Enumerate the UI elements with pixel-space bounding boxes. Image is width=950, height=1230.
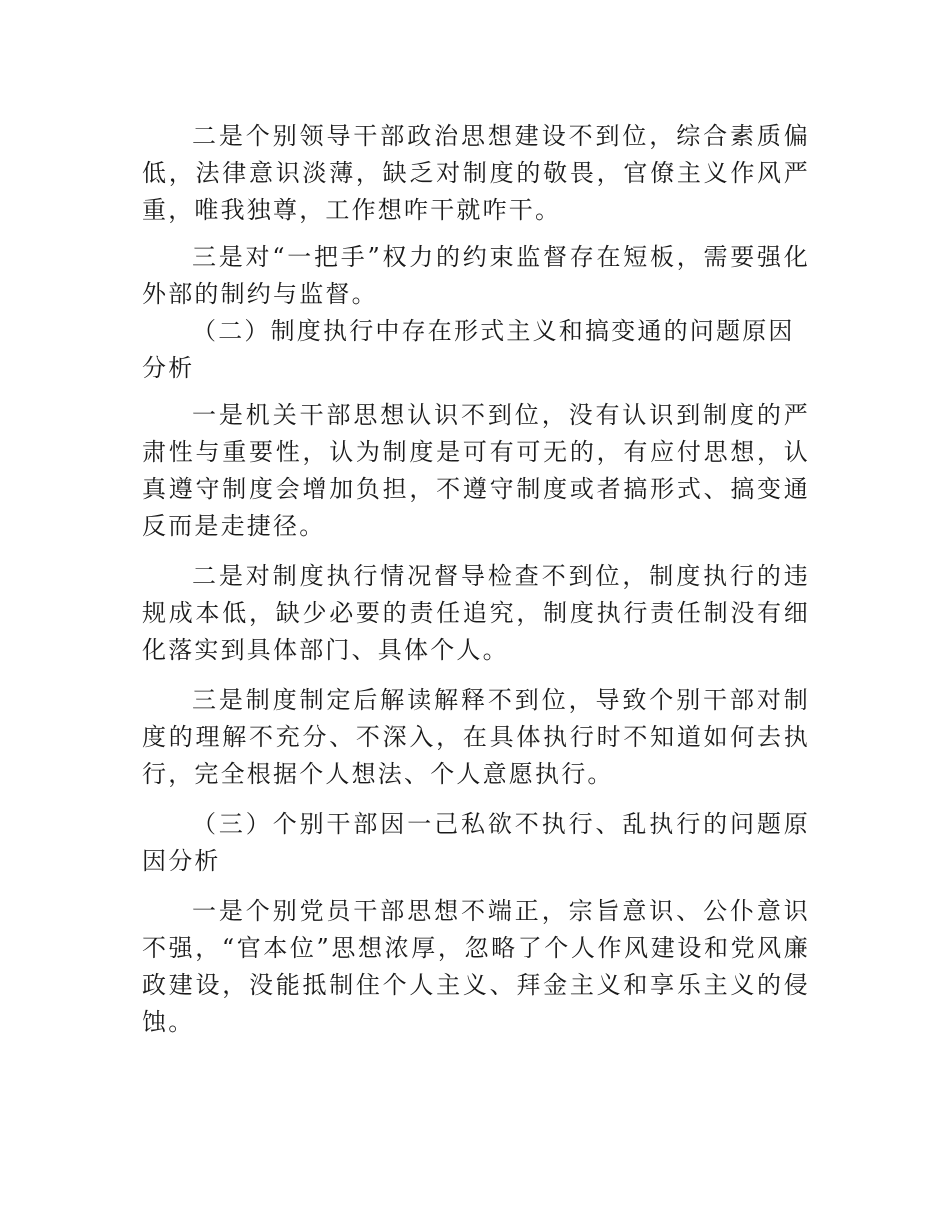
paragraph-policy-interpretation: 三是制度制定后解读解释不到位，导致个别干部对制度的理解不充分、不深入，在具体执行时不知道如何去执行，完全根据个人想法、个人意愿执行。 <box>142 686 810 788</box>
paragraph-leader-cadre-political: 二是个别领导干部政治思想建设不到位，综合素质偏低，法律意识淡薄，缺乏对制度的敬畏，官僚主义作风严重，唯我独尊，工作想咋干就咋干。 <box>142 122 810 224</box>
paragraph-top-leader-supervision: 三是对“一把手”权力的约束监督存在短板，需要强化外部的制约与监督。 <box>142 243 810 308</box>
section-heading-3: （三）个别干部因一己私欲不执行、乱执行的问题原因分析 <box>142 810 810 875</box>
paragraph-party-member-ideology: 一是个别党员干部思想不端正，宗旨意识、公仆意识不强，“官本位”思想浓厚，忽略了个人作风建设和党风廉政建设，没能抵制住个人主义、拜金主义和享乐主义的侵蚀。 <box>142 897 810 1036</box>
paragraph-inspection-supervision: 二是对制度执行情况督导检查不到位，制度执行的违规成本低，缺少必要的责任追究，制度执行责任制没有细化落实到具体部门、具体个人。 <box>142 562 810 664</box>
section-heading-2: （二）制度执行中存在形式主义和搞变通的问题原因分析 <box>142 317 795 382</box>
document-page <box>142 118 810 1041</box>
paragraph-cadre-awareness: 一是机关干部思想认识不到位，没有认识到制度的严肃性与重要性，认为制度是可有可无的，有应付思想，认真遵守制度会增加负担，不遵守制度或者搞形式、搞变通反而是走捷径。 <box>142 401 810 540</box>
